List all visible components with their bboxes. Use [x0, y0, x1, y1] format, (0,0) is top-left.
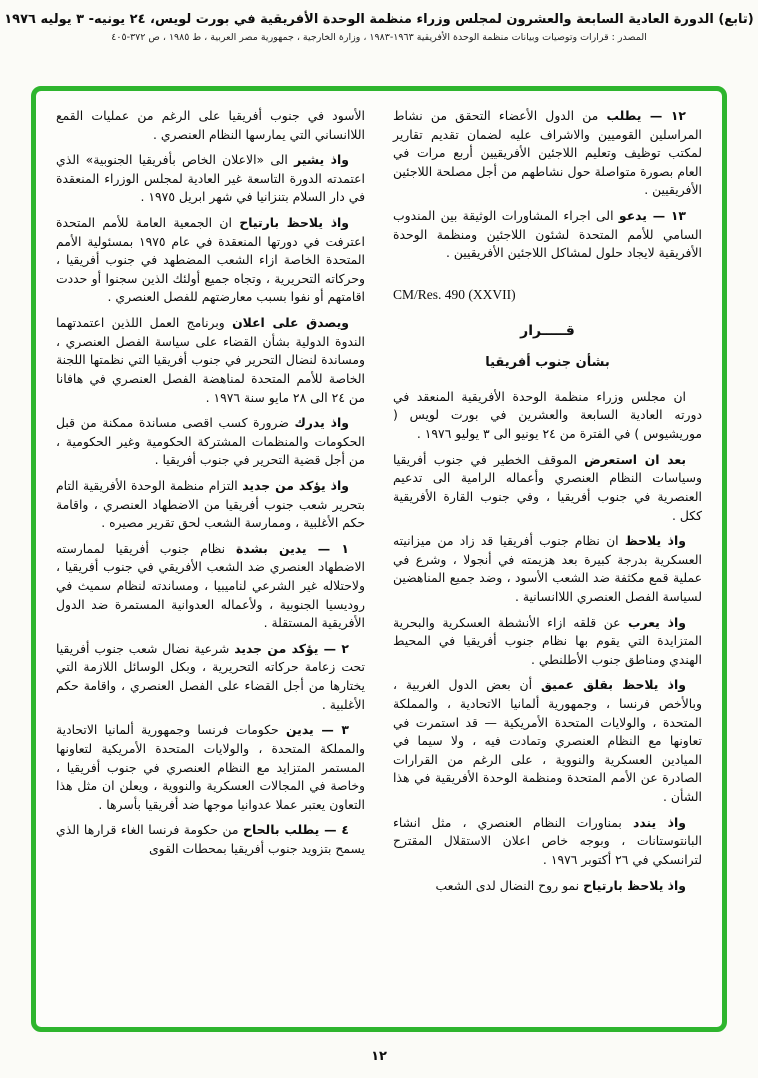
- paragraph: [56, 640, 365, 714]
- paragraph-text: ان مجلس وزراء منظمة الوحدة الأفريقية المنعقد في دورته العادية السابعة والعشرين في بورت لويس ( موريشيوس ) في الفترة من ٢٤ يونيو الى ٣ يوليو ١٩٧٦ .: [393, 388, 702, 442]
- paragraph-text: من حكومة فرنسا الغاء قرارها الذي يسمح بتزويد جنوب أفريقيا بمحطات القوى: [56, 822, 365, 856]
- paragraph: [56, 477, 365, 533]
- page-footer: [0, 1045, 758, 1064]
- paragraph-lead: ويصدق على اعلان: [232, 315, 349, 331]
- session-title: (تابع) الدورة العادية السابعة والعشرون لمجلس وزراء منظمة الوحدة الأفريقية في بورت لويس، ٢٤ يونيه- ٣ يوليه ١٩٧٦: [4, 12, 754, 27]
- paragraph: [56, 214, 365, 307]
- paragraph: [56, 540, 365, 633]
- paragraph-text: الموقف الخطير في جنوب أفريقيا وسياسات النظام العنصري وأعماله الرامية الى تدعيم العنصرية في جنوب أفريقيا ، وفي جنوب القارة الأفريقية ككل .: [393, 451, 702, 523]
- paragraph-lead: واذ يؤكد من جديد: [242, 477, 349, 493]
- paragraph-text: شرعية نضال شعب جنوب أفريقيا تحت زعامة حركاته التحريرية ، وبكل الوسائل اللازمة التي يختارها من أجل القضاء على الفصل العنصري ، واقامة حكم الأغلبية .: [56, 640, 365, 712]
- paragraph-lead: واذ يندد: [632, 814, 686, 830]
- clause-13: [393, 207, 702, 263]
- clause-13-lead: ١٣ — يدعو: [618, 208, 686, 224]
- page-header: [0, 0, 758, 43]
- paragraph: [393, 814, 702, 870]
- clause-13-text: الى اجراء المشاورات الوثيقة بين المندوب السامي للأمم المتحدة لشئون اللاجئين ومنظمة الوحدة الأفريقية لايجاد حلول لمشاكل اللاجئين الأفريقيين .: [393, 208, 702, 261]
- paragraph-lead: واذ يلاحظ بارتياح: [583, 877, 686, 893]
- paragraph: [56, 414, 365, 470]
- paragraph-lead: واذ يعرب: [628, 614, 686, 630]
- paragraph: [393, 451, 702, 525]
- resolution-title: قـــــرار: [520, 322, 575, 339]
- paragraph-lead: واذ يشير: [294, 152, 349, 168]
- paragraph-lead: بعد ان استعرض: [584, 451, 686, 467]
- paragraph-text: نظام جنوب أفريقيا لممارسته الاضطهاد العنصري ضد الشعب الأفريقي في جنوب أفريقيا ، ولاحتلاله غير الشرعي لناميبيا ، ومساندته لنظام سميث في روديسيا الجنوبية ، ولأعماله العدوانية المستمرة ضد الدول الأفريقية المستقلة .: [56, 540, 365, 631]
- paragraph-text: الى «الاعلان الخاص بأفريقيا الجنوبية» الذي اعتمدته الدورة التاسعة غير العادية لمجلس الوزراء المنعقدة في دار السلام بتنزانيا في شهر ابريل ١٩٧٥ .: [56, 152, 365, 205]
- paragraph: [56, 107, 365, 144]
- paragraph: [393, 877, 702, 896]
- paragraph-lead: ٤ — يطلب بالحاح: [243, 822, 349, 838]
- paragraph-text: التزام منظمة الوحدة الأفريقية التام بتحرير شعب جنوب أفريقيا من الاضطهاد العنصري ، واقامة حكم الأغلبية ، وممارسة الشعب لحق تقرير مصيره .: [56, 477, 365, 531]
- paragraph-text: ضرورة كسب اقصى مساندة ممكنة من قبل الحكومات والمنظمات المشتركة الحكومية وغير الحكومية ، من أجل قضية التحرير في جنوب أفريقيا .: [56, 415, 365, 468]
- clause-12-lead: ١٢ — يطلب: [606, 108, 686, 123]
- paragraph: [56, 821, 365, 858]
- paragraph-text: حكومات فرنسا وجمهورية ألمانيا الاتحادية والمملكة المتحدة ، والولايات المتحدة الأمريكية لتعاونها المستمر المتزايد مع النظام العنصري في جنوب أفريقيا ، وخاصة في المجالات العسكرية والنووية ، ويعلن ان مثل هذا التعاون يعتبر عملا عدوانيا موجها ضد أفريقيا بأسرها .: [56, 722, 365, 812]
- column-left: [56, 107, 365, 1011]
- paragraph-text: ان نظام جنوب أفريقيا قد زاد من ميزانيته العسكرية بدرجة كبيرة بعد هزيمته في أنجولا ، وشرع في عملية قمع مكثفة ضد الشعب الأسود ، وضد جميع المناهضين لسياسة الفصل العنصري اللاانسانية .: [393, 533, 702, 604]
- paragraph-lead: واذ يدرك: [294, 415, 349, 431]
- paragraph-text: نمو روح النضال لدى الشعب: [435, 877, 580, 893]
- paragraph-lead: ١ — يدين بشدة: [236, 540, 349, 556]
- source-line: المصدر : قرارات وتوصيات وبيانات منظمة الوحدة الأفريقية ١٩٦٣-١٩٨٣ ، وزارة الخارجية ، جمهورية مصر العربية ، ط ١٩٨٥ ، ص ٣٧٢-٤٠٥: [111, 32, 647, 43]
- text-columns: [56, 107, 702, 1011]
- paragraph-text: ان الجمعية العامة للأمم المتحدة اعترفت في دورتها المنعقدة في عام ١٩٧٥ بمسئولية الأمم المتحدة الخاصة ازاء الشعب المضطهد في جنوب أفريقيا ، وحركاته التحريرية ، وتجاه جميع أولئك الذين سجنوا أو حددت اقامتهم أو نفوا بسبب معارضتهم للفصل العنصري .: [56, 215, 365, 305]
- paragraph: [393, 388, 702, 444]
- paragraph-lead: واذ يلاحظ بارتياح: [239, 215, 349, 231]
- page-number: ١٢: [371, 1049, 387, 1064]
- paragraph-lead: ٣ — يدين: [286, 722, 349, 738]
- paragraph: [393, 676, 702, 806]
- paragraph-lead: ٢ — يؤكد من جديد: [234, 640, 349, 656]
- paragraph: [56, 721, 365, 814]
- paragraph-text: وبرنامج العمل اللذين اعتمدتهما الندوة الدولية بشأن القضاء على سياسة الفصل العنصري ، ومساندة لنضال التحرير في جنوب أفريقيا التي نظمتها اللجنة الخاصة للأمم المتحدة لمناهضة الفصل العنصري في هافانا من ٢٤ الى ٢٨ مايو سنة ١٩٧٦ .: [56, 315, 365, 405]
- paragraph-text: أن بعض الدول الغربية ، وبالأخص فرنسا ، وجمهورية ألمانيا الاتحادية ، والمملكة المتحدة ، والولايات المتحدة الأمريكية — قد استمرت في تعاونها مع النظام العنصري وتمادت فيه ، ولا سيما في الميادين العسكرية والنووية ، على الرغم من القرارات الصادرة عن الأمم المتحدة ومنظمة الوحدة الأفريقية في هذا الشأن .: [393, 677, 702, 805]
- paragraph: [56, 151, 365, 207]
- column-right: [393, 107, 702, 1011]
- paragraph: [393, 532, 702, 606]
- paragraph: [393, 614, 702, 670]
- paragraph-text: بمناورات النظام العنصري ، مثل انشاء البانتوستانات ، وبوجه خاص اعلان الاستقلال المقترح لترانسكي في ٢٦ أكتوبر ١٩٧٦ .: [393, 814, 702, 867]
- paragraph-text: عن قلقه ازاء الأنشطة العسكرية والبحرية المتزايدة التي يقوم بها نظام جنوب أفريقيا في المحيط الهندي ومناطق جنوب الأطلنطي .: [393, 614, 702, 667]
- clause-12-text: من الدول الأعضاء التحقق من نشاط المراسلين القوميين والاشراف عليه لضمان تقديم تقارير لمكتب توظيف وتعليم اللاجئين الأفريقيين أربع مرات في العام بصورة متواصلة حول نشاطهم من أجل مصلحة اللاجئين الأفريقيين .: [393, 108, 702, 198]
- clause-12: [393, 107, 702, 200]
- resolution-reference: CM/Res. 490 (XXVII): [393, 286, 516, 302]
- resolution-subtitle: بشأن جنوب أفريقيا: [485, 354, 610, 370]
- paragraph: [56, 314, 365, 407]
- content-box: [31, 86, 727, 1032]
- paragraph-lead: واذ يلاحظ: [624, 533, 686, 549]
- paragraph-lead: واذ يلاحظ بقلق عميق: [540, 677, 686, 693]
- paragraph-text: الأسود في جنوب أفريقيا على الرغم من عمليات القمع اللاانساني التي يمارسها النظام العنصري .: [56, 108, 365, 142]
